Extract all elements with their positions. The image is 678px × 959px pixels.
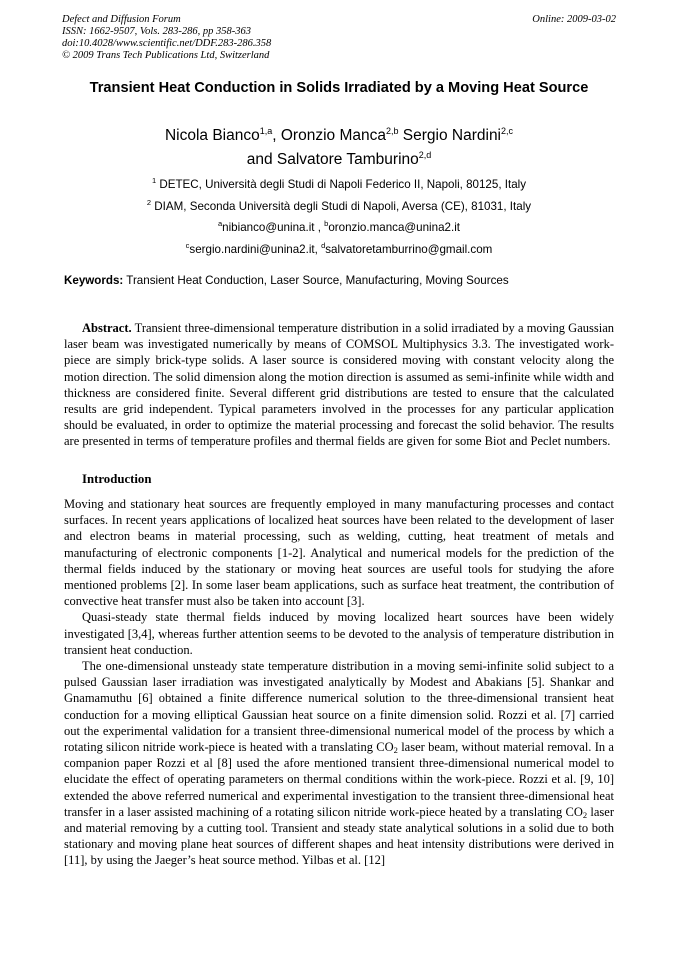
author-superscript: 2,d bbox=[418, 150, 432, 160]
introduction-body bbox=[64, 496, 614, 869]
journal-header bbox=[62, 14, 271, 62]
paragraph: Quasi-steady state thermal fields induced by moving localized heart sources have been widely investigated [3,4], whereas further attention seems to be devoted to the analysis of temperature distribution in transient heat conduction. bbox=[64, 610, 614, 657]
subscript: 2 bbox=[393, 745, 398, 756]
email-line-2 bbox=[0, 239, 678, 261]
subscript: 2 bbox=[582, 809, 588, 820]
paragraph: Moving and stationary heat sources are frequently employed in many manufacturing processes and contact surfaces. In recent years applications of localized heat sources have been related to the development of laser and electron beams in material processing, such as welding, cutting, heat treatment of metals and manufacturing of electronic components [1-2]. Analytical and numerical models for the prediction of the thermal fields induced by the stationary or moving heat sources are useful tools for studying the afore mentioned problems [2]. In some laser beam applications, such as surface heat treatment, the contribution of convective heat transfer must also be taken into account [3]. bbox=[64, 497, 614, 609]
paragraph-text: laser beam, without material removal. In a companion paper Rozzi et al [8] used the afore mentioned transient three-dimensional numerical model to elucidate the effect of operating parameters on thermal conditions within the work-piece. Rozzi et al. [9, 10] extended the above referred numerical and experimental investigation to the transient three-dimensional heat transfer in a laser assisted machining of a rotating silicon nitride work-piece heated by a translating CO bbox=[64, 740, 614, 819]
author-name: Sergio Nardini bbox=[398, 127, 502, 144]
affiliation-2 bbox=[0, 196, 678, 218]
journal-copyright: © 2009 Trans Tech Publications Ltd, Switzerland bbox=[62, 50, 270, 61]
email-line-1 bbox=[0, 217, 678, 239]
keywords bbox=[64, 274, 616, 287]
keywords-text: Transient Heat Conduction, Laser Source, Manufacturing, Moving Sources bbox=[123, 274, 509, 287]
author-name: , Oronzio Manca bbox=[272, 127, 386, 144]
author-line-2 bbox=[0, 148, 678, 172]
journal-issn: ISSN: 1662-9507, Vols. 283-286, pp 358-363 bbox=[62, 26, 251, 37]
journal-name: Defect and Diffusion Forum bbox=[62, 14, 181, 25]
email-mark: c bbox=[185, 240, 190, 250]
affiliations bbox=[0, 174, 678, 260]
journal-doi: doi:10.4028/www.scientific.net/DDF.283-286.358 bbox=[62, 38, 272, 49]
email-link[interactable]: nibianco@unina.it , bbox=[222, 221, 325, 235]
author-superscript: 2,c bbox=[501, 126, 514, 136]
paragraph-text: The one-dimensional unsteady state temperature distribution in a moving semi-infinite solid subject to a pulsed Gaussian laser irradiation was investigated analytically by Modest and Abakians [5]. Shankar and Gnamamuthu [6] obtained a finite difference numerical solution to the three-dimensional transient heat conduction for a moving elliptical Gaussian heat source on a finite dimension solid. Rozzi et al. [7] carried out the experimental validation for a transient three-dimensional numerical model of the process by which a rotating silicon nitride work-piece is heated with a translating CO bbox=[64, 659, 614, 755]
affiliation-text: DETEC, Università degli Studi di Napoli Federico II, Napoli, 80125, Italy bbox=[156, 178, 527, 191]
affiliation-mark: 2 bbox=[146, 197, 152, 207]
abstract bbox=[64, 320, 614, 450]
abstract-text: Transient three-dimensional temperature distribution in a solid irradiated by a moving Gaussian laser beam was investigated numerically by means of COMSOL Multiphysics 3.3. The investigated work-piece are simply brick-type solids. A laser source is considered moving with constant velocity along the motion direction. The solid dimension along the motion direction is assumed as semi-infinite while width and thickness are considered finite. Several different grid distributions are tested to ensure that the calculated results are grid independent. Typical parameters involved in the processes for any particular application should be evaluated, in order to optimize the material processing and forecast the solid behavior. The results are presented in terms of temperature profiles and thermal fields are given for some Biot and Peclet numbers. bbox=[64, 321, 614, 449]
author-superscript: 1,a bbox=[259, 126, 273, 136]
keywords-label: Keywords: bbox=[64, 274, 124, 287]
affiliation-mark: 1 bbox=[151, 176, 157, 185]
email-link[interactable]: oronzio.manca@unina2.it bbox=[328, 221, 460, 235]
online-date-text: Online: 2009-03-02 bbox=[532, 14, 616, 25]
paragraph bbox=[64, 658, 614, 869]
paragraph-text: laser and material removing by a cutting tool. Transient and steady state analytical solutions in a solid due to both stationary and moving plane heat sources of different shapes and heat intensity distributions were derived in [11], by using the Jaeger’s heat source method. Yilbas et al. [12] bbox=[64, 804, 614, 868]
author-name: Nicola Bianco bbox=[164, 127, 260, 144]
email-link[interactable]: salvatoretamburrino@gmail.com bbox=[325, 242, 493, 256]
author-list bbox=[0, 124, 678, 172]
paper-title: Transient Heat Conduction in Solids Irradiated by a Moving Heat Source bbox=[89, 80, 589, 96]
section-heading-introduction: Introduction bbox=[82, 472, 152, 486]
email-mark: a bbox=[217, 219, 223, 229]
email-mark: b bbox=[324, 219, 329, 229]
email-mark: d bbox=[321, 240, 326, 250]
author-line-1 bbox=[0, 124, 678, 148]
email-link[interactable]: sergio.nardini@unina2.it, bbox=[189, 242, 322, 256]
author-name: and Salvatore Tamburino bbox=[246, 151, 419, 168]
online-date bbox=[532, 14, 616, 26]
affiliation-text: DIAM, Seconda Università degli Studi di Napoli, Aversa (CE), 81031, Italy bbox=[151, 199, 532, 213]
affiliation-1 bbox=[0, 174, 678, 196]
abstract-label: Abstract. bbox=[82, 321, 132, 335]
author-superscript: 2,b bbox=[385, 126, 399, 136]
